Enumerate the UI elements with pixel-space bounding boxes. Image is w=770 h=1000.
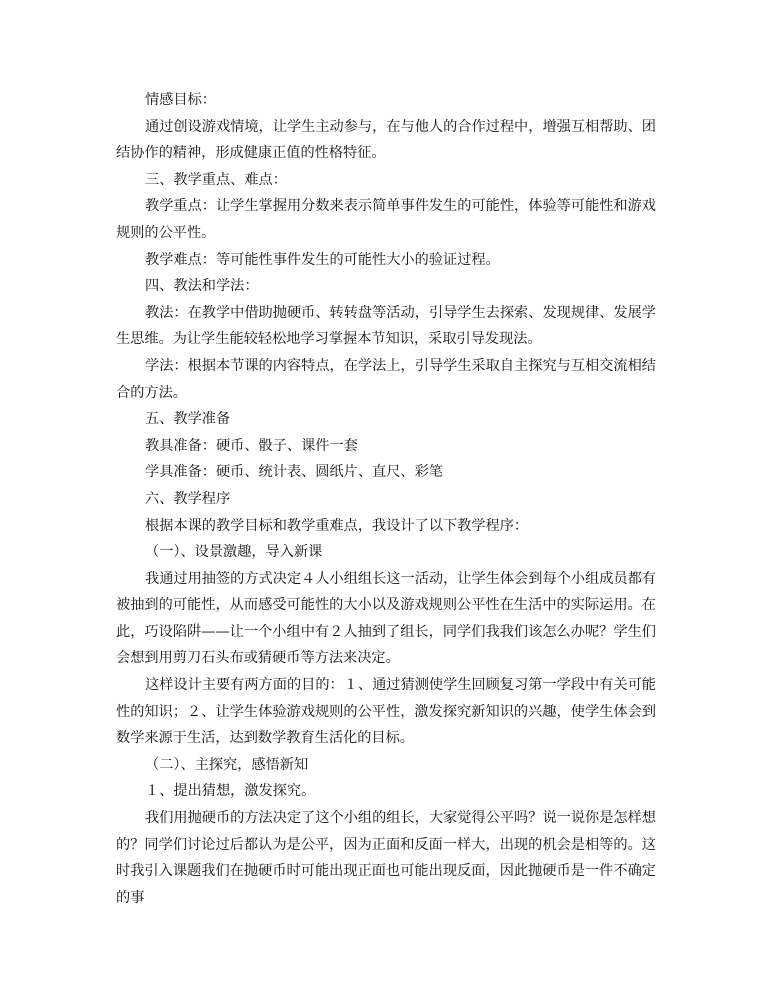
paragraph-learning-method: 学法：根据本节课的内容特点，在学法上，引导学生采取自主探究与互相交流相结合的方法。 <box>116 357 656 401</box>
paragraph-draw-lots: 我通过用抽签的方式决定４人小组组长这一活动，让学生体会到每个小组成员都有被抽到的可能性，从而感受可能性的大小以及游戏规则公平性在生活中的实际运用。在此，巧设陷阱——让一个小组中有２人抽到了组长，同学们我我们该怎么办呢？学生们会想到用剪刀石头布或猜硬币等方法来决定。 <box>116 570 656 667</box>
subheading-explore: （二）、主探究，感悟新知 <box>145 756 309 773</box>
paragraph-emotional-goal: 通过创设游戏情境，让学生主动参与，在与他人的合作过程中，增强互相帮助、团结协作的精神，形成健康正值的性格特征。 <box>116 118 656 162</box>
document-page <box>116 87 656 911</box>
paragraph-teacher-materials: 教具准备：硬币、骰子、课件一套 <box>145 437 358 454</box>
heading-preparation: 五、教学准备 <box>145 411 231 428</box>
heading-key-points: 三、教学重点、难点： <box>145 171 287 188</box>
paragraph-design-purpose: 这样设计主要有两方面的目的：１、通过猜测使学生回顾复习第一学段中有关可能性的知识；２、让学生体验游戏规则的公平性，激发探究新知识的兴趣，使学生体会到数学来源于生活，达到数学教育生活化的目标。 <box>116 677 656 747</box>
paragraph-student-materials: 学具准备：硬币、统计表、圆纸片、直尺、彩笔 <box>145 464 443 481</box>
heading-procedure: 六、教学程序 <box>145 490 231 507</box>
heading-methods: 四、教法和学法： <box>145 278 259 295</box>
paragraph-procedure-intro: 根据本课的教学目标和教学重难点，我设计了以下教学程序： <box>145 517 529 534</box>
paragraph-teaching-method: 教法：在教学中借助抛硬币、转转盘等活动，引导学生去探索、发现规律、发展学生思维。为让学生能较轻松地学习掌握本节知识，采取引导发现法。 <box>116 304 656 348</box>
heading-emotional-goal: 情感目标： <box>145 92 216 108</box>
paragraph-teaching-focus: 教学重点：让学生掌握用分数来表示简单事件发生的可能性，体验等可能性和游戏规则的公平性。 <box>116 198 656 241</box>
subheading-intro-lesson: （一）、设景激趣，导入新课 <box>145 544 323 561</box>
paragraph-coin-toss: 我们用抛硬币的方法决定了这个小组的组长，大家觉得公平吗？说一说你是怎样想的？同学们讨论过后都认为是公平，因为正面和反面一样大，出现的机会是相等的。这时我引入课题我们在抛硬币时可能出现正面也可能出现反面，因此抛硬币是一件不确定的事 <box>116 810 656 906</box>
paragraph-conjecture: １、提出猜想，激发探究。 <box>145 783 316 800</box>
paragraph-teaching-difficulty: 教学难点：等可能性事件发生的可能性大小的验证过程。 <box>145 251 500 268</box>
